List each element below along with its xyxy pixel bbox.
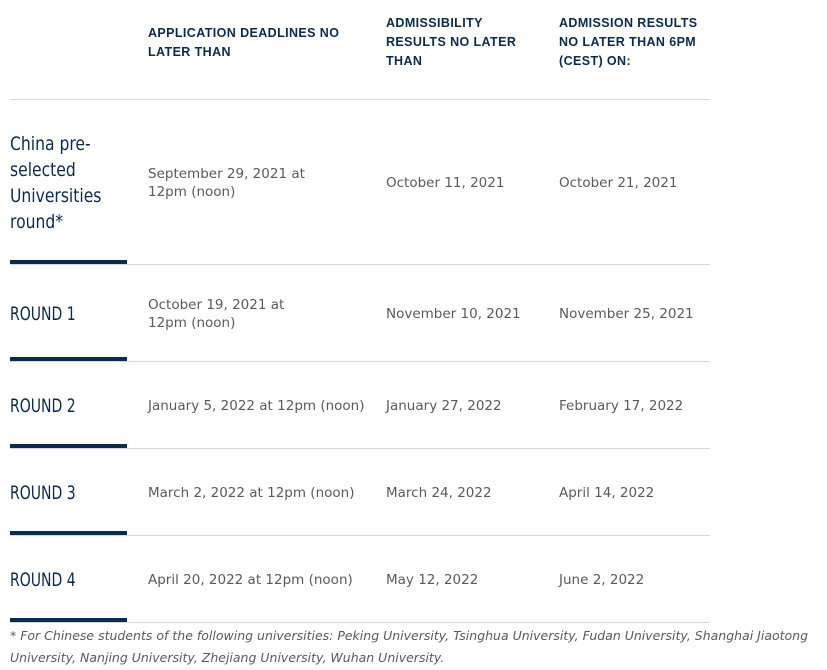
row-label-line: Universities [10, 185, 102, 207]
divider [10, 264, 710, 265]
divider [10, 99, 710, 100]
row-label-text: ROUND 1 [10, 303, 76, 325]
divider [10, 361, 710, 362]
admission-round-3: April 14, 2022 [559, 485, 655, 501]
admissibility-china: October 11, 2021 [386, 175, 505, 191]
row-label-text: ROUND 4 [10, 569, 76, 591]
admissibility-round-1: November 10, 2021 [386, 306, 521, 322]
row-label-line: selected [10, 159, 76, 181]
row-label-line: China pre- [10, 133, 91, 155]
row-label-text: ROUND 2 [10, 395, 76, 417]
header-admissibility-results: ADMISSIBILITY RESULTS NO LATER THAN [386, 16, 517, 68]
header-application-deadlines: APPLICATION DEADLINES NO LATER THAN [148, 26, 340, 59]
row-label-round-2 [10, 393, 125, 419]
divider [10, 448, 710, 449]
deadline-round-1: October 19, 2021 at 12pm (noon) [148, 297, 285, 331]
deadline-round-2: January 5, 2022 at 12pm (noon) [148, 398, 365, 414]
admission-round-4: June 2, 2022 [559, 572, 645, 588]
admission-round-1: November 25, 2021 [559, 306, 694, 322]
row-label-round-4 [10, 567, 125, 593]
row-label-round-3 [10, 480, 125, 506]
row-label-line: round* [10, 211, 64, 233]
row-label-text: ROUND 3 [10, 482, 76, 504]
row-label-round-1 [10, 301, 125, 327]
deadline-round-3: March 2, 2022 at 12pm (noon) [148, 485, 355, 501]
row-label-china-preselected [10, 131, 125, 235]
admissibility-round-3: March 24, 2022 [386, 485, 492, 501]
deadline-china: September 29, 2021 at 12pm (noon) [148, 166, 305, 200]
admissibility-round-4: May 12, 2022 [386, 572, 479, 588]
divider [10, 622, 710, 623]
admission-china: October 21, 2021 [559, 175, 678, 191]
footnote: * For Chinese students of the following universities: Peking University, Tsinghua University, Fudan University, Shanghai Jiaotong University, Nanjing University, Zhejiang University, Wuhan University. [10, 628, 809, 665]
admission-round-2: February 17, 2022 [559, 398, 684, 414]
header-admission-results: ADMISSION RESULTS NO LATER THAN 6PM (CEST) ON: [559, 16, 698, 68]
admissibility-round-2: January 27, 2022 [386, 398, 502, 414]
deadline-round-4: April 20, 2022 at 12pm (noon) [148, 572, 353, 588]
divider [10, 535, 710, 536]
